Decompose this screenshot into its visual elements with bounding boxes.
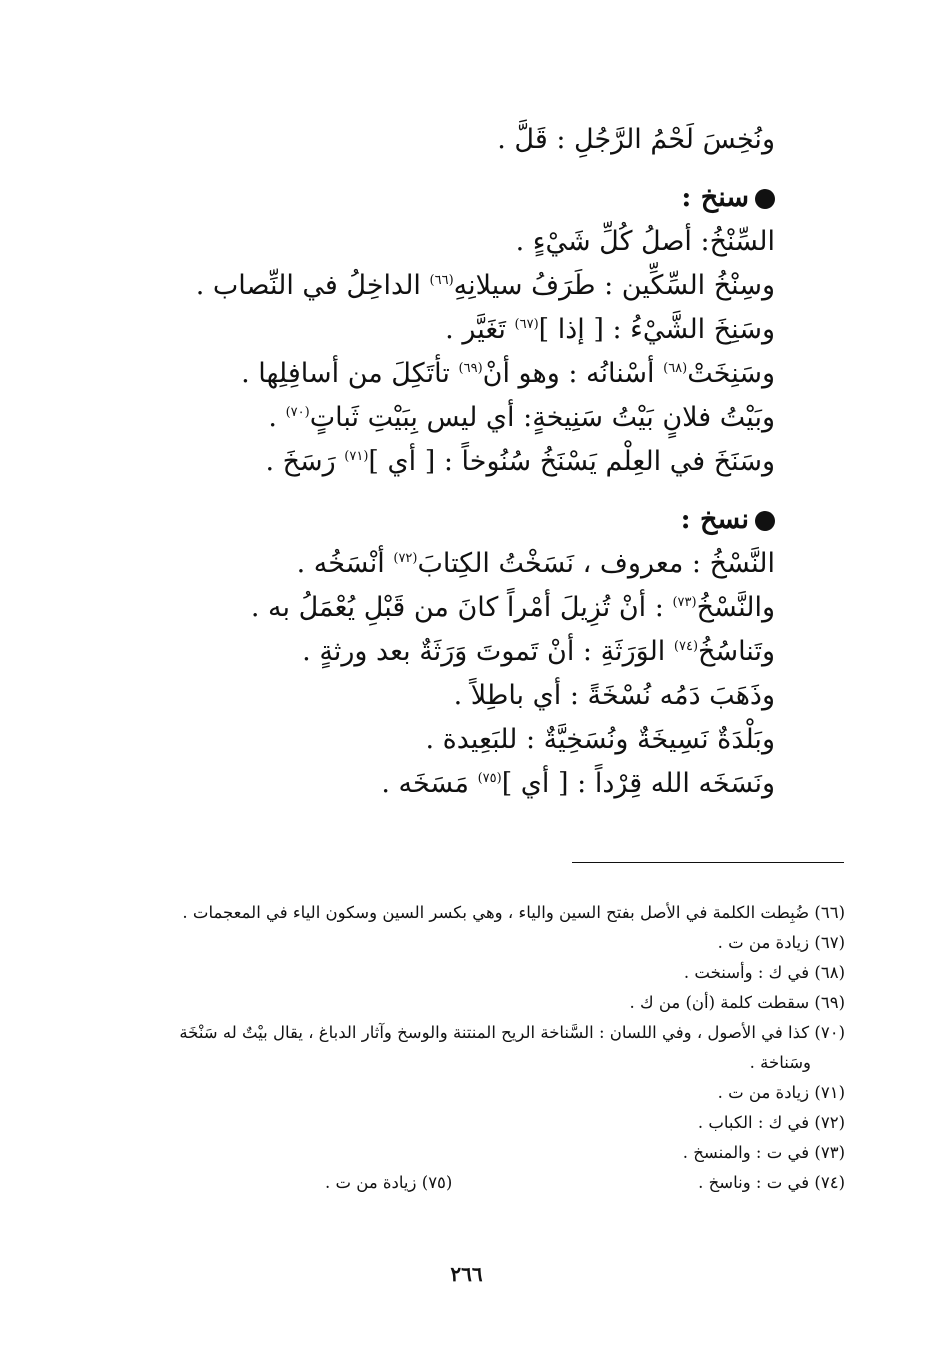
footnotes — [85, 898, 845, 1198]
text-line: السِّنْخُ: أصلُ كُلِّ شَيْءٍ . — [515, 226, 775, 257]
footnote: (٧٢) في ك : الكباب . — [697, 1113, 845, 1132]
entry-heading: نسخ : — [135, 498, 775, 542]
footnote-ref: (٦٧) — [514, 317, 539, 332]
text-line: وسَنِخَتْ$^{(٦٨)}$ أسْنانُه : وهو أنْ$^{(٦٩)}$ تأتَكِلَ من أسافِلِها . — [241, 358, 775, 389]
footnote: (٧٣) في ت : والمنسخ . — [682, 1143, 845, 1162]
text-line: وذَهَبَ دَمُه نُسْخَةً : أي باطِلاً . — [453, 680, 775, 711]
text-line: وسِنْخُ السِّكِّين : طَرَفُ سيلانِهِ$^{(٦٦)}$ الداخِلُ في النِّصاب . — [195, 270, 775, 301]
bullet-icon — [755, 189, 775, 209]
footnote: (٧٥) زيادة من ت . — [325, 1173, 453, 1192]
footnote: (٦٦) ضُبِطت الكلمة في الأصل بفتح السين والياء ، وهي بكسر السين وسكون الياء في المعجمات . — [182, 903, 845, 922]
text-line: وبَيْتُ فلانٍ بَيْتُ سَنِيخةٍ: أي ليس بِبَيْتِ ثَباتٍ$^{(٧٠)}$ . — [268, 402, 775, 433]
bullet-icon — [755, 511, 775, 531]
text-line: وسَنَخَ في العِلْم يَسْنَخُ سُنُوخاً : [ أي ]$^{(٧١)}$ رَسَخَ . — [265, 446, 775, 477]
footnote-row — [325, 1168, 845, 1198]
text-line: وبَلْدَةٌ نَسِيخَةٌ ونُسَخِيَّةٌ : للبَعِيدة . — [425, 724, 775, 755]
footnote-ref: (٦٦) — [429, 273, 454, 288]
footnote-ref: (٧٤) — [673, 639, 699, 654]
main-text — [135, 118, 775, 806]
footnote-ref: (٧١) — [344, 449, 369, 464]
footnote-ref: (٧٢) — [393, 551, 418, 566]
text-line: وسَنِخَ الشَّيْءُ : [ إذا ]$^{(٦٧)}$ تَغَيَّر . — [445, 314, 775, 345]
text-line: وتَناسُخُ$^{(٧٤)}$ الوَرَثَةِ : أنْ تَموتَ وَرَثَةٌ بعد ورثةٍ . — [302, 636, 775, 667]
entry-heading: سنخ : — [135, 176, 775, 220]
footnote: (٦٧) زيادة من ت . — [717, 933, 845, 952]
footnote-ref: (٦٩) — [458, 361, 483, 376]
footnote-ref: (٧٣) — [672, 595, 697, 610]
footnote: (٦٩) سقطت كلمة (أن) من ك . — [629, 993, 845, 1012]
footnote-continuation: وسَناخة . — [749, 1053, 811, 1072]
text-line: النَّسْخُ : معروف ، نَسَخْتُ الكِتابَ$^{(٧٢)}$ أنْسَخُه . — [296, 548, 775, 579]
footnote-divider — [572, 862, 844, 863]
footnote-ref: (٧٥) — [477, 771, 502, 786]
text-line: ونَسَخَه الله قِرْداً : [ أي ]$^{(٧٥)}$ مَسَخَه . — [381, 768, 775, 799]
footnote: (٧٤) في ت : وناسخ . — [698, 1173, 845, 1192]
page-number: ٢٦٦ — [450, 1262, 483, 1286]
footnote-ref: (٦٨) — [663, 361, 688, 376]
footnote: (٧١) زيادة من ت . — [717, 1083, 845, 1102]
footnote: (٧٠) كذا في الأصول ، وفي اللسان : السَّناخة الريح المنتنة والوسخ وآثار الدباغ ، يقال بيْتٌ له سَنْخَة وسَناخة . — [85, 1018, 845, 1078]
footnote: (٦٨) في ك : وأسنخت . — [683, 963, 845, 982]
footnote-ref: (٧٠) — [285, 405, 310, 420]
text-line: ونُخِسَ لَحْمُ الرَّجُلِ : قَلَّ . — [497, 124, 775, 155]
text-line: والنَّسْخُ$^{(٧٣)}$ : أنْ تُزِيلَ أمْراً كانَ من قَبْلِ يُعْمَلُ به . — [250, 592, 775, 623]
